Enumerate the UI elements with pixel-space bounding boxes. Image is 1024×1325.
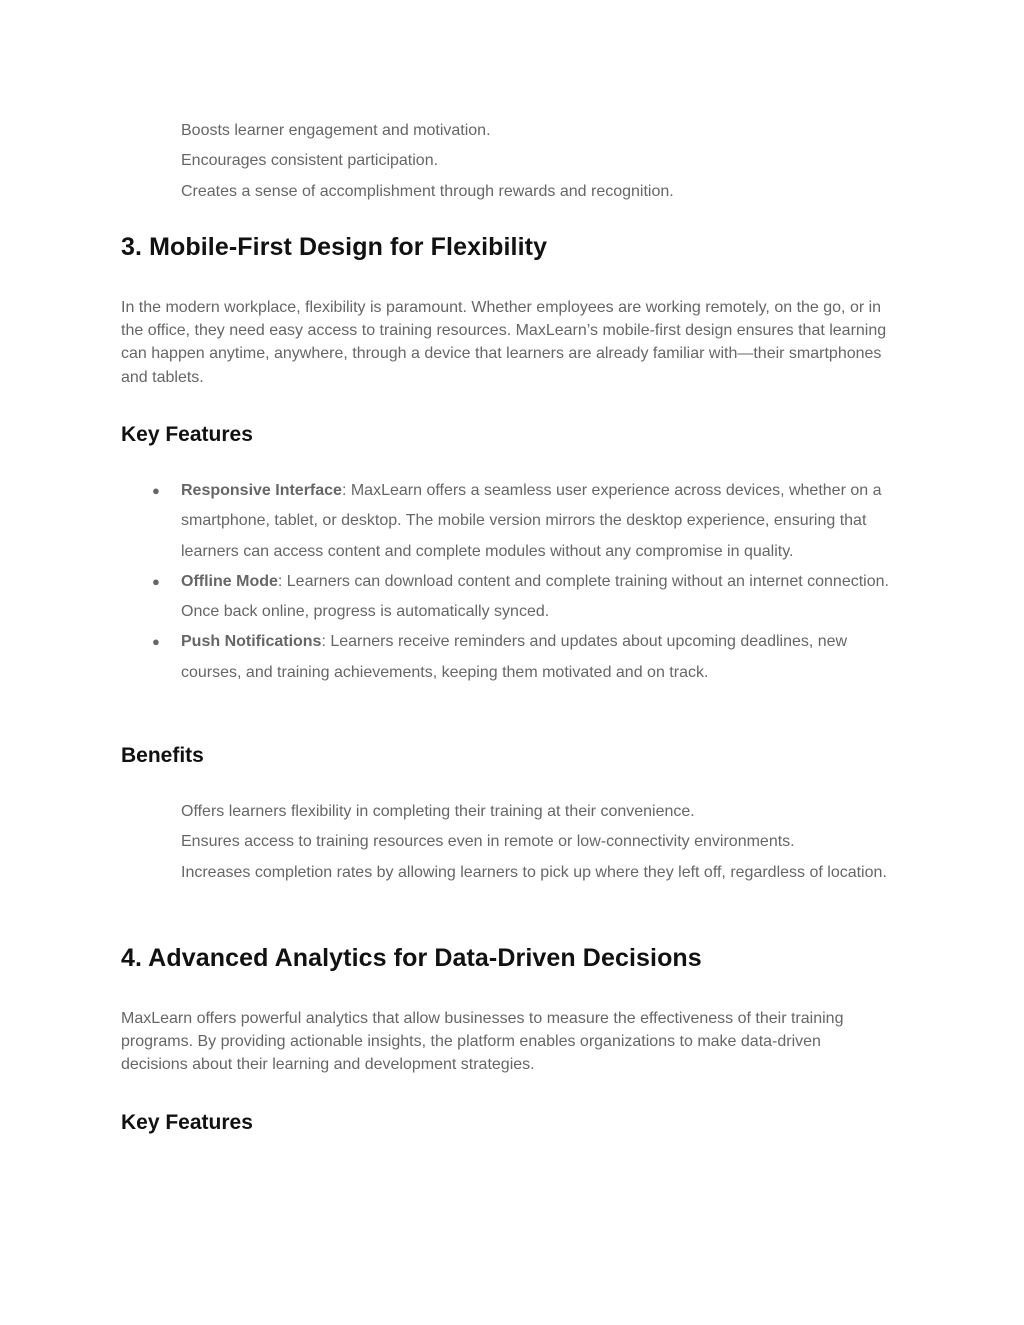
section-3-benefits-heading: Benefits xyxy=(121,744,204,767)
section-3-heading: 3. Mobile-First Design for Flexibility xyxy=(121,233,548,261)
list-item: Encourages consistent participation. xyxy=(181,152,439,170)
section-3-key-features-heading: Key Features xyxy=(121,423,253,446)
list-item xyxy=(121,476,901,567)
section-4-paragraph: MaxLearn offers powerful analytics that allow businesses to measure the effectiveness of their training programs. By providing actionable insights, the platform enables organizations to make data-driven decisions about their learning and development strategies. xyxy=(121,1010,844,1074)
list-item xyxy=(121,627,901,688)
feature-title: Push Notifications xyxy=(181,633,322,651)
list-item: Offers learners flexibility in completing their training at their convenience. xyxy=(181,803,695,820)
section-3-features-list xyxy=(121,476,901,688)
bullet-icon: ● xyxy=(152,483,160,498)
section-4-key-features-heading: Key Features xyxy=(121,1111,253,1134)
feature-title: Responsive Interface xyxy=(181,482,342,499)
section-3-paragraph: In the modern workplace, flexibility is paramount. Whether employees are working remotely, on the go, or in the office, they need easy access to training resources. MaxLearn’s mobile-first design ensures that learning can happen anytime, anywhere, through a device that learners are already familiar with—their smartphones and tablets. xyxy=(121,299,887,386)
section-3-benefits-list xyxy=(181,797,901,888)
section-4-heading: 4. Advanced Analytics for Data-Driven Decisions xyxy=(121,944,702,972)
bullet-icon: ● xyxy=(152,634,160,650)
feature-title: Offline Mode xyxy=(181,572,278,590)
list-item: Boosts learner engagement and motivation. xyxy=(181,122,491,139)
list-item: Increases completion rates by allowing learners to pick up where they left off, regardless of location. xyxy=(181,863,887,881)
feature-text: : Learners can download content and complete training without an internet connection. Once back online, progress is automatically synced. xyxy=(181,572,889,621)
list-item: Ensures access to training resources even in remote or low-connectivity environments. xyxy=(181,833,795,851)
feature-text: : MaxLearn offers a seamless user experience across devices, whether on a smartphone, tablet, or desktop. The mobile version mirrors the desktop experience, ensuring that learners can access content and complete modules without any compromise in quality. xyxy=(181,482,882,560)
feature-text: : Learners receive reminders and updates about upcoming deadlines, new courses, and training achievements, keeping them motivated and on track. xyxy=(181,633,848,681)
list-item: Creates a sense of accomplishment through rewards and recognition. xyxy=(181,182,674,200)
list-item xyxy=(121,567,901,628)
bullet-icon: ● xyxy=(152,573,160,589)
intro-benefits-list xyxy=(181,116,901,207)
